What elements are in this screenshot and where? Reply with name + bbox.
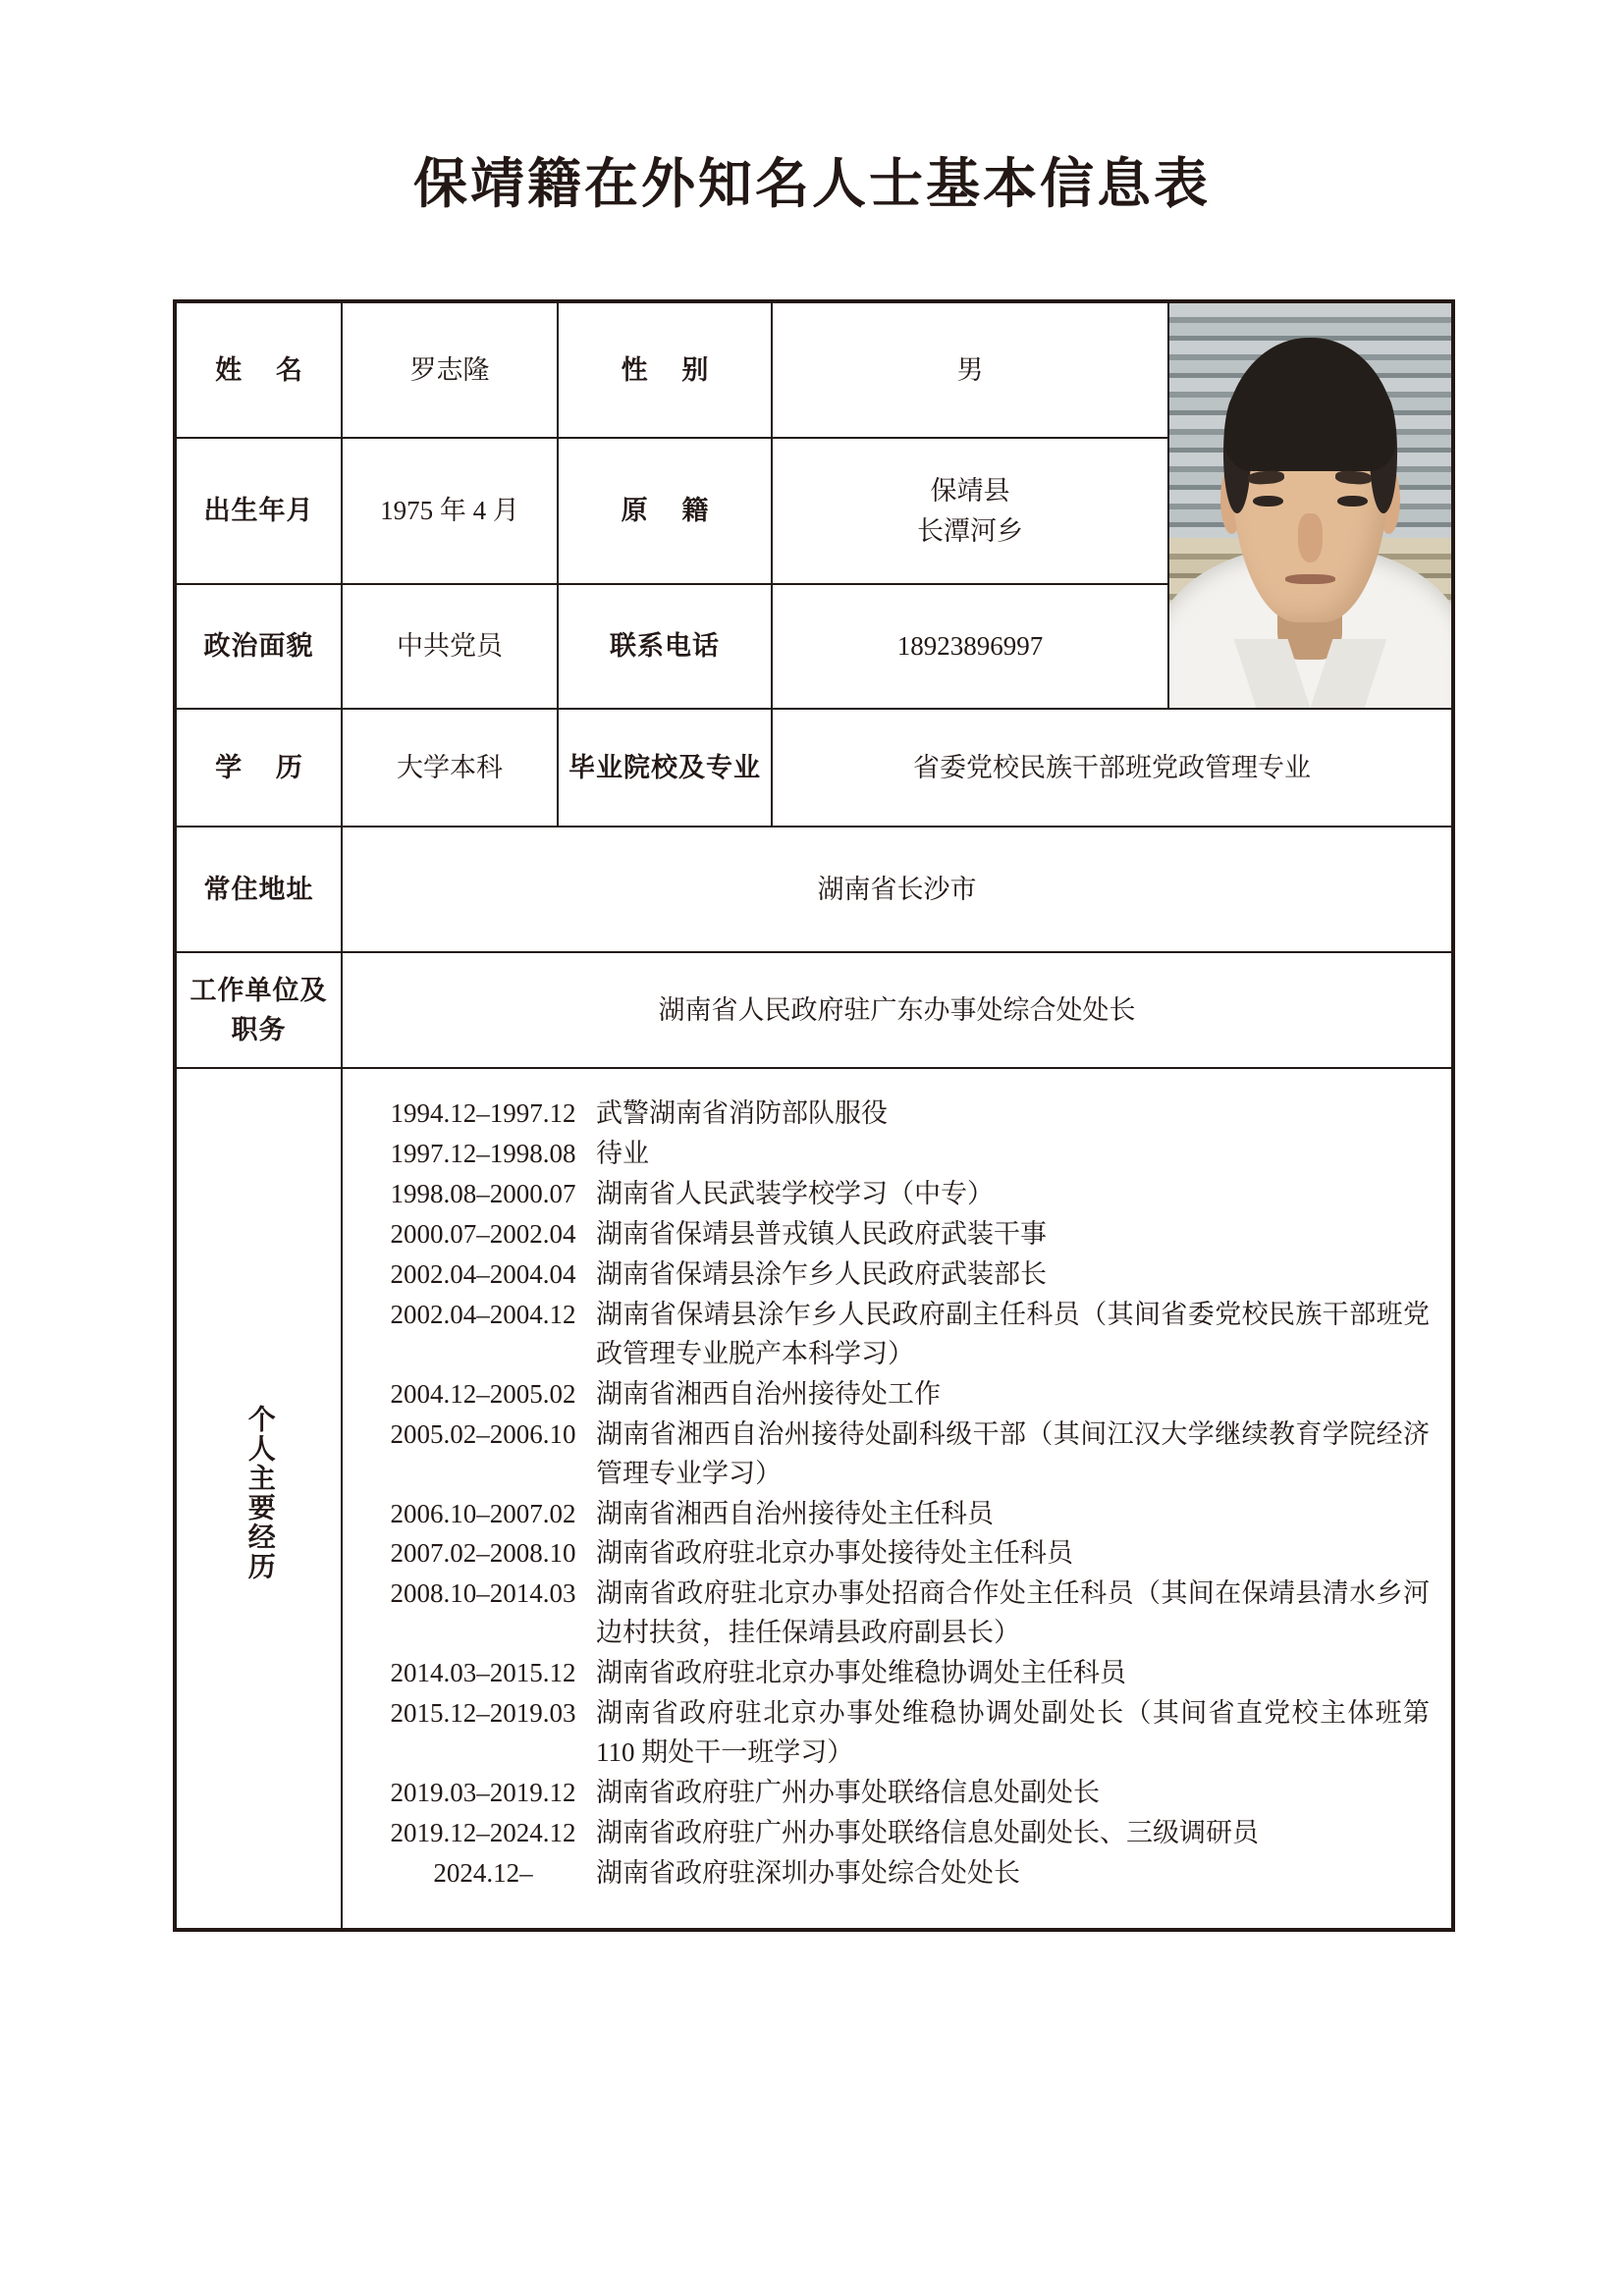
experience-description: 湖南省湘西自治州接待处副科级干部（其间江汉大学继续教育学院经济管理专业学习） xyxy=(596,1418,1430,1488)
experience-item xyxy=(370,1534,1430,1574)
experience-description: 湖南省政府驻北京办事处维稳协调处副处长（其间省直党校主体班第 110 期处干一班学习） xyxy=(596,1698,1430,1768)
label-personal-experience-text: 个人主要经历 xyxy=(244,1404,275,1581)
experience-description: 湖南省保靖县涂乍乡人民政府副主任科员（其间省委党校民族干部班党政管理专业脱产本科学习） xyxy=(596,1299,1430,1368)
experience-period: 2014.03–2015.12 xyxy=(390,1658,576,1688)
nose xyxy=(1298,513,1324,561)
experience-description: 湖南省政府驻广州办事处联络信息处副处长 xyxy=(596,1778,1100,1808)
value-origin xyxy=(772,438,1168,584)
value-work-unit-position: 湖南省人民政府驻广东办事处综合处处长 xyxy=(342,952,1453,1068)
experience-description: 湖南省政府驻北京办事处招商合作处主任科员（其间在保靖县清水乡河边村扶贫，挂任保靖县政府副县长） xyxy=(596,1578,1430,1648)
experience-body xyxy=(342,1068,1453,1930)
experience-description: 武警湖南省消防部队服役 xyxy=(596,1098,888,1128)
experience-description: 湖南省政府驻广州办事处联络信息处副处长、三级调研员 xyxy=(596,1818,1259,1848)
eye-left xyxy=(1253,496,1284,507)
experience-item xyxy=(370,1296,1430,1374)
experience-period: 2015.12–2019.03 xyxy=(390,1698,576,1729)
value-origin-line-2: 长潭河乡 xyxy=(917,515,1023,546)
experience-item xyxy=(370,1495,1430,1534)
experience-item xyxy=(370,1575,1430,1653)
label-school-major: 毕业院校及专业 xyxy=(558,709,772,827)
experience-description: 湖南省保靖县涂乍乡人民政府武装部长 xyxy=(596,1258,1047,1289)
label-residence-address: 常住地址 xyxy=(175,827,342,952)
experience-description: 湖南省湘西自治州接待处主任科员 xyxy=(596,1498,994,1528)
experience-period: 2008.10–2014.03 xyxy=(390,1578,576,1609)
experience-period: 2007.02–2008.10 xyxy=(390,1538,576,1569)
table-row-work-unit xyxy=(175,952,1453,1068)
label-personal-experience xyxy=(175,1068,342,1930)
experience-item xyxy=(370,1215,1430,1255)
experience-period: 2019.12–2024.12 xyxy=(390,1818,576,1848)
experience-period: 1997.12–1998.08 xyxy=(390,1138,576,1168)
experience-item xyxy=(370,1375,1430,1415)
experience-description: 湖南省湘西自治州接待处工作 xyxy=(596,1378,941,1409)
value-name: 罗志隆 xyxy=(342,301,558,438)
table-row-education xyxy=(175,709,1453,827)
experience-item xyxy=(370,1175,1430,1214)
label-origin: 原 籍 xyxy=(558,438,772,584)
experience-list xyxy=(370,1095,1430,1894)
label-name: 姓 名 xyxy=(175,301,342,438)
experience-period: 1994.12–1997.12 xyxy=(390,1098,576,1128)
label-birth-date: 出生年月 xyxy=(175,438,342,584)
table-row-address xyxy=(175,827,1453,952)
experience-item xyxy=(370,1135,1430,1174)
experience-item xyxy=(370,1694,1430,1773)
experience-description: 湖南省保靖县普戎镇人民政府武装干事 xyxy=(596,1218,1047,1249)
experience-item xyxy=(370,1814,1430,1853)
label-gender: 性 别 xyxy=(558,301,772,438)
label-phone: 联系电话 xyxy=(558,584,772,709)
experience-item xyxy=(370,1415,1430,1494)
value-gender: 男 xyxy=(772,301,1168,438)
table-row-experience xyxy=(175,1068,1453,1930)
experience-description: 湖南省政府驻北京办事处维稳协调处主任科员 xyxy=(596,1658,1126,1688)
experience-item xyxy=(370,1095,1430,1134)
experience-item xyxy=(370,1255,1430,1295)
experience-period: 2002.04–2004.04 xyxy=(390,1258,576,1289)
value-political-status: 中共党员 xyxy=(342,584,558,709)
table-row-name xyxy=(175,301,1453,438)
experience-period: 2006.10–2007.02 xyxy=(390,1498,576,1528)
label-political-status: 政治面貌 xyxy=(175,584,342,709)
experience-description: 湖南省政府驻深圳办事处综合处处长 xyxy=(596,1858,1020,1889)
value-origin-line-1: 保靖县 xyxy=(930,476,1010,507)
experience-period: 2004.12–2005.02 xyxy=(390,1378,576,1409)
experience-description: 待业 xyxy=(596,1138,649,1168)
experience-item xyxy=(370,1774,1430,1813)
value-residence-address: 湖南省长沙市 xyxy=(342,827,1453,952)
experience-description: 湖南省政府驻北京办事处接待处主任科员 xyxy=(596,1538,1073,1569)
value-phone: 18923896997 xyxy=(772,584,1168,709)
photo-frame xyxy=(1169,303,1451,708)
experience-period: 2024.12– xyxy=(433,1858,533,1889)
experience-period: 2019.03–2019.12 xyxy=(390,1778,576,1808)
experience-item xyxy=(370,1654,1430,1693)
person-info-table xyxy=(173,299,1455,1932)
experience-period: 2002.04–2004.12 xyxy=(390,1299,576,1329)
experience-period: 1998.08–2000.07 xyxy=(390,1178,576,1208)
experience-period: 2005.02–2006.10 xyxy=(390,1418,576,1449)
page-title: 保靖籍在外知名人士基本信息表 xyxy=(412,154,1211,214)
value-school-major: 省委党校民族干部班党政管理专业 xyxy=(772,709,1453,827)
eye-right xyxy=(1337,496,1369,507)
label-education: 学 历 xyxy=(175,709,342,827)
experience-description: 湖南省人民武装学校学习（中专） xyxy=(596,1178,994,1208)
experience-period: 2000.07–2002.04 xyxy=(390,1218,576,1249)
mouth xyxy=(1285,574,1336,584)
value-birth-date: 1975 年 4 月 xyxy=(342,438,558,584)
label-work-unit-position: 工作单位及职务 xyxy=(175,952,342,1068)
experience-item xyxy=(370,1854,1430,1894)
portrait-photo xyxy=(1168,301,1453,709)
value-education: 大学本科 xyxy=(342,709,558,827)
